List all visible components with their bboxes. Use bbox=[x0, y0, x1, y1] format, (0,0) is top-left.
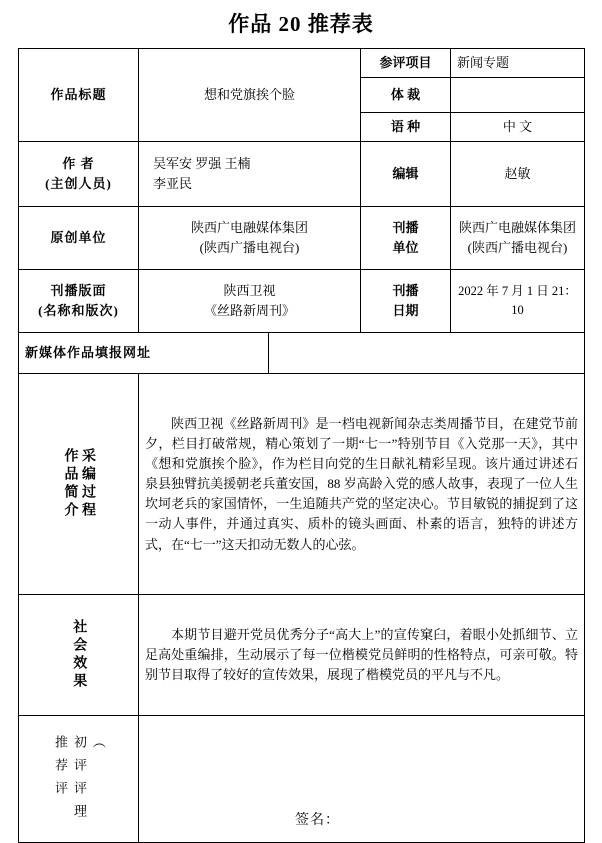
broadcast-date-label-line2: 日期 bbox=[392, 303, 419, 319]
author-label bbox=[19, 142, 139, 207]
language-value: 中 文 bbox=[451, 113, 585, 142]
effect-label-text: 社会效果 bbox=[71, 619, 87, 692]
editor-value: 赵敏 bbox=[451, 142, 585, 207]
effect-text-cell bbox=[139, 595, 585, 716]
table-row bbox=[19, 333, 585, 374]
process-text-cell bbox=[139, 374, 585, 595]
origin-unit-label: 原创单位 bbox=[19, 207, 139, 270]
page-title: 作品 20 推荐表 bbox=[228, 12, 374, 36]
broadcast-date-label-line1: 刊播 bbox=[392, 283, 419, 299]
author-label-line1: 作 者 bbox=[62, 156, 95, 172]
table-row bbox=[19, 595, 585, 716]
layout-label-line1: 刊播版面 bbox=[50, 283, 107, 299]
effect-label bbox=[19, 595, 139, 716]
review-item-value: 新闻专题 bbox=[451, 49, 585, 78]
table-row bbox=[19, 142, 585, 207]
new-media-url-value bbox=[269, 333, 585, 374]
origin-unit-value bbox=[139, 207, 361, 270]
review-item-label: 参评项目 bbox=[361, 49, 451, 78]
table-row bbox=[19, 374, 585, 595]
layout-label bbox=[19, 270, 139, 333]
author-label-line2: (主创人员) bbox=[45, 176, 112, 192]
origin-unit-line2: (陕西广播电视台) bbox=[199, 240, 300, 256]
new-media-url-label: 新媒体作品填报网址 bbox=[19, 333, 269, 374]
opinion-label-col1: （ bbox=[90, 735, 106, 759]
process-label-col2: 作品简介 bbox=[62, 448, 78, 521]
work-title-label: 作品标题 bbox=[19, 49, 139, 142]
layout-label-line2: (名称和版次) bbox=[38, 303, 119, 319]
opinion-label-col2: 初评评理 bbox=[71, 735, 87, 828]
signature-label: 签名： bbox=[295, 813, 340, 829]
broadcast-unit-line1: 陕西广电融媒体集团 bbox=[459, 220, 577, 236]
genre-label: 体 裁 bbox=[361, 78, 451, 113]
process-label-col1: 采编过程 bbox=[80, 448, 95, 521]
layout-value bbox=[139, 270, 361, 333]
broadcast-unit-label-line1: 刊播 bbox=[392, 220, 419, 236]
author-value-line2: 李亚民 bbox=[153, 176, 193, 192]
author-value bbox=[139, 142, 361, 207]
layout-value-line1: 陕西卫视 bbox=[223, 283, 276, 299]
broadcast-unit-label-line2: 单位 bbox=[392, 240, 419, 256]
editor-label: 编辑 bbox=[361, 142, 451, 207]
origin-unit-line1: 陕西广电融媒体集团 bbox=[191, 220, 309, 236]
language-label: 语 种 bbox=[361, 113, 451, 142]
table-row bbox=[19, 207, 585, 270]
process-text: 陕西卫视《丝路新周刊》是一档电视新闻杂志类周播节目，在建党节前夕，栏目打破常规，精心策划了一期“七一”特别节目《入党那一天》，其中《想和党旗挨个脸》，作为栏目向党的生日献礼精彩呈现。该片通过讲述石泉县独臂抗美援朝老兵董安国，88 岁高龄入党的感人故事，表现了一位人生坎坷老兵的家国情怀，一生追随共产党的坚定决心。节目敏锐的捕捉到了这一动人事件，并通过真实、质朴的镜头画面、朴素的语言，独特的讲述方式，在“七一”这天扣动无数人的心弦。 bbox=[145, 415, 579, 552]
broadcast-unit-value bbox=[451, 207, 585, 270]
broadcast-date-label bbox=[361, 270, 451, 333]
broadcast-date-value: 2022 年 7 月 1 日 21：10 bbox=[451, 270, 585, 333]
process-label bbox=[19, 374, 139, 595]
table-row bbox=[19, 49, 585, 78]
opinion-label-col3: 推荐评 bbox=[53, 735, 69, 805]
genre-value bbox=[451, 78, 585, 113]
work-title-value: 想和党旗挨个脸 bbox=[139, 49, 361, 142]
broadcast-unit-line2: (陕西广播电视台) bbox=[467, 240, 568, 256]
author-value-line1: 吴军安 罗强 王楠 bbox=[153, 156, 251, 172]
broadcast-unit-label bbox=[361, 207, 451, 270]
layout-value-line2: 《丝路新周刊》 bbox=[204, 303, 296, 319]
table-row bbox=[19, 270, 585, 333]
opinion-label bbox=[19, 716, 139, 843]
table-row bbox=[19, 716, 585, 843]
recommendation-form-table bbox=[18, 48, 585, 843]
signature-cell[interactable] bbox=[139, 716, 585, 843]
effect-text: 本期节目避开党员优秀分子“高大上”的宣传窠臼，着眼小处抓细节、立足高处重编排，生动展示了每一位楷模党员鲜明的性格特点，可亲可敬。特别节目取得了较好的宣传效果，展现了楷模党员的平凡与不凡。 bbox=[145, 627, 579, 683]
